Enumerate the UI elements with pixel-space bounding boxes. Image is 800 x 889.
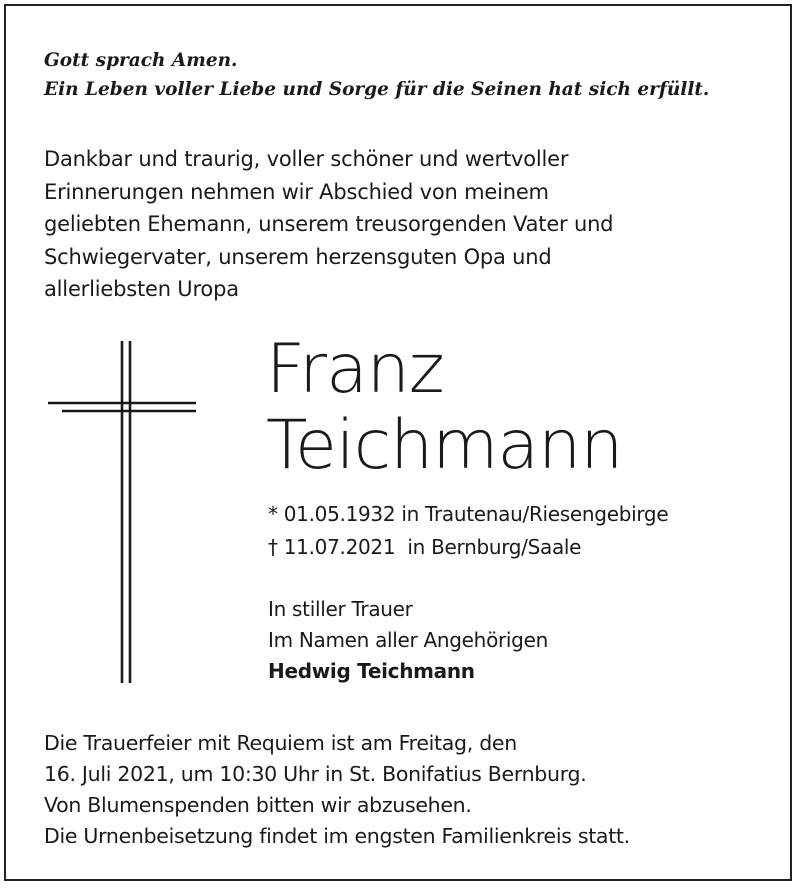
intro-line: Dankbar und traurig, voller schöner und wertvoller: [44, 147, 569, 171]
life-dates: [268, 498, 668, 564]
last-name: Teichmann: [266, 406, 623, 485]
mourners-block: [268, 594, 548, 687]
service-line: 16. Juli 2021, um 10:30 Uhr in St. Bonifatius Bernburg.: [44, 762, 587, 786]
mourning-phrase: In stiller Trauer: [268, 597, 413, 621]
relatives-phrase: Im Namen aller Angehörigen: [268, 628, 548, 652]
intro-line: Erinnerungen nehmen wir Abschied von meinem: [44, 179, 549, 204]
intro-line: Schwiegervater, unserem herzensguten Opa und: [44, 244, 552, 269]
signer-name: Hedwig Teichmann: [268, 659, 475, 683]
deceased-name: [266, 332, 622, 484]
intro-line: geliebten Ehemann, unserem treusorgenden Vater und: [44, 212, 614, 236]
cross-icon: [46, 339, 198, 685]
motto-line-1: Gott sprach Amen.: [44, 50, 238, 71]
service-line: Von Blumenspenden bitten wir abzusehen.: [44, 793, 472, 817]
service-line: Die Trauerfeier mit Requiem ist am Freitag, den: [44, 731, 517, 755]
intro-text: [44, 143, 613, 306]
intro-line: allerliebsten Uropa: [44, 277, 239, 301]
service-line: Die Urnenbeisetzung findet im engsten Familienkreis statt.: [44, 824, 630, 848]
first-name: Franz: [266, 330, 444, 409]
motto-line-2: Ein Leben voller Liebe und Sorge für die Seinen hat sich erfüllt.: [44, 79, 710, 100]
birth-date: * 01.05.1932 in Trautenau/Riesengebirge: [268, 502, 669, 526]
death-date: † 11.07.2021 in Bernburg/Saale: [268, 535, 582, 559]
service-info: [44, 728, 630, 852]
motto: [44, 46, 709, 104]
